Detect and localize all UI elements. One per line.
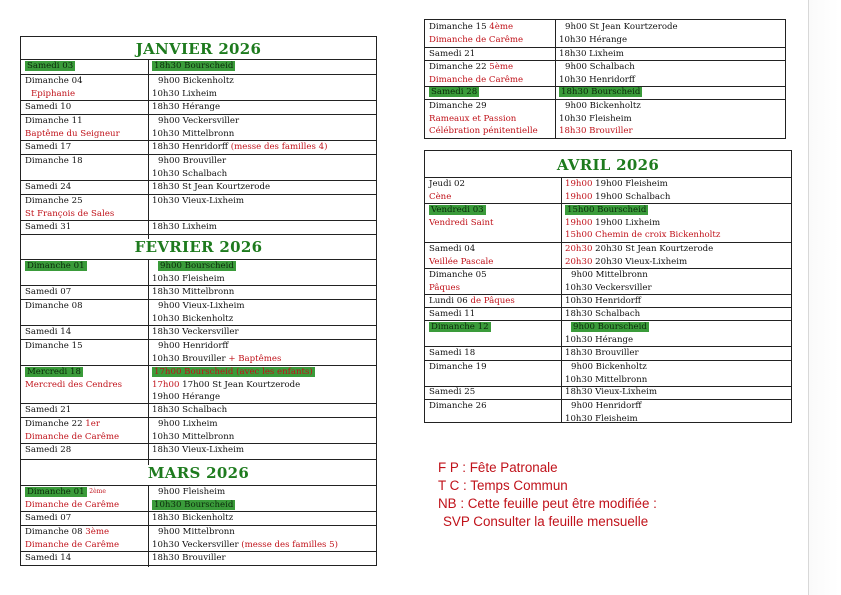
feast-label: Mercredi des Cendres bbox=[25, 379, 123, 390]
feast-label: Rameaux et Passion bbox=[429, 113, 517, 124]
mass-entry: 9h00 Henridorff bbox=[158, 341, 229, 351]
date-label: Dimanche 01 bbox=[27, 487, 85, 497]
feast-label: Pâques bbox=[429, 282, 461, 293]
date-label: Dimanche 19 bbox=[429, 362, 487, 372]
mass-entry: 9h00 Brouviller bbox=[158, 156, 227, 166]
date-suffix: de Pâques bbox=[470, 296, 515, 306]
mass-entry: 10h30 Mittelbronn bbox=[152, 128, 235, 139]
date-label: Lundi 06 bbox=[429, 296, 468, 306]
feast-label: St François de Sales bbox=[25, 208, 115, 219]
mass-entry: 10h30 Bickenholtz bbox=[152, 313, 234, 324]
mass-entry: 18h30 Lixheim bbox=[152, 222, 217, 232]
date-label: Dimanche 26 bbox=[429, 401, 487, 411]
date-label: Samedi 25 bbox=[429, 387, 476, 397]
feast-label: Veillée Pascale bbox=[429, 256, 494, 267]
date-label: Dimanche 05 bbox=[429, 270, 487, 280]
date-label: Vendredi 03 bbox=[431, 205, 484, 215]
mass-entry: 10h30 Henridorff bbox=[565, 296, 641, 306]
mass-entry: 18h30 Vieux-Lixheim bbox=[152, 445, 244, 455]
mass-entry: 9h00 Bickenholtz bbox=[571, 362, 647, 372]
mass-entry: 9h00 Lixheim bbox=[158, 419, 218, 429]
date-label: Samedi 04 bbox=[429, 244, 476, 254]
mass-entry: 9h00 Bourscheid bbox=[573, 322, 647, 332]
note-nb: NB : Cette feuille peut être modifiée : bbox=[438, 496, 657, 511]
date-label: Mercredi 18 bbox=[27, 367, 81, 377]
date-suffix: 3ème bbox=[85, 527, 110, 537]
month-title-janvier: JANVIER 2026 bbox=[135, 40, 262, 58]
mass-entry: 9h00 Vieux-Lixheim bbox=[158, 301, 245, 311]
mass-entry: 9h00 Henridorff bbox=[571, 401, 642, 411]
date-label: Dimanche 08 bbox=[25, 527, 83, 537]
mass-entry: 15h00 Bourscheid bbox=[567, 205, 647, 215]
mass-entry: 15h00 Chemin de croix Bickenholtz bbox=[565, 230, 721, 240]
feast-label: Dimanche de Carême bbox=[25, 539, 120, 550]
date-label: Dimanche 22 bbox=[25, 419, 83, 429]
date-label: Dimanche 25 bbox=[25, 196, 83, 206]
date-suffix: 5ème bbox=[489, 62, 514, 72]
date-label: Dimanche 22 bbox=[429, 62, 487, 72]
date-label: Samedi 28 bbox=[25, 445, 72, 455]
mass-entry: 9h00 Mittelbronn bbox=[158, 527, 235, 537]
mass-entry: 10h30 Schalbach bbox=[152, 168, 228, 179]
mass-entry: 18h30 Brouviller bbox=[565, 348, 639, 358]
feast-label: Cène bbox=[429, 191, 452, 202]
mass-entry: 10h30 Mittelbronn bbox=[565, 374, 648, 385]
schedule-table-mars-continued bbox=[424, 19, 786, 139]
date-label: Dimanche 12 bbox=[431, 322, 489, 332]
feast-label: Dimanche de Carême bbox=[25, 431, 120, 442]
date-label: Samedi 28 bbox=[431, 87, 478, 97]
mass-entry: 18h30 Bourscheid bbox=[561, 87, 641, 97]
mass-entry: 10h30 Henridorff bbox=[559, 74, 635, 85]
mass-entry: 18h30 Mittelbronn bbox=[152, 287, 235, 297]
date-suffix: 1er bbox=[85, 419, 100, 429]
date-label: Samedi 31 bbox=[25, 222, 72, 232]
mass-entry: 10h30 Fleisheim bbox=[152, 273, 225, 284]
mass-entry: 18h30 Henridorff bbox=[152, 142, 228, 152]
note-svp: SVP Consulter la feuille mensuelle bbox=[443, 514, 649, 529]
mass-entry: 9h00 Bickenholtz bbox=[565, 101, 641, 111]
mass-entry: 9h00 Bickenholtz bbox=[158, 76, 234, 86]
mass-entry: 19h00 Schalbach bbox=[595, 191, 671, 202]
feast-label: Dimanche de Carême bbox=[429, 34, 524, 45]
mass-entry: 10h30 Veckersviller bbox=[565, 282, 652, 293]
date-label: Samedi 21 bbox=[429, 49, 476, 59]
date-label: Samedi 03 bbox=[27, 61, 74, 71]
mass-entry: 10h30 Brouviller bbox=[152, 353, 226, 364]
mass-entry: 9h00 Veckersviller bbox=[158, 116, 240, 126]
mass-entry: 10h30 Hérange bbox=[565, 334, 634, 345]
mass-entry: 10h30 Lixheim bbox=[152, 88, 217, 99]
note-temps-commun: T C : Temps Commun bbox=[438, 478, 568, 493]
date-label: Dimanche 18 bbox=[25, 156, 83, 166]
date-label: Dimanche 04 bbox=[25, 76, 83, 86]
feast-label: Dimanche de Carême bbox=[25, 499, 120, 510]
mass-entry: 10h30 Vieux-Lixheim bbox=[152, 196, 244, 206]
page-edge bbox=[808, 0, 839, 595]
mass-entry: 17h00 Bourscheid bbox=[154, 367, 234, 377]
mass-entry: 18h30 Brouviller bbox=[152, 553, 226, 563]
date-label: Samedi 18 bbox=[429, 348, 476, 358]
feast-label: Epiphanie bbox=[31, 88, 76, 99]
mass-entry: 19h00 Hérange bbox=[152, 392, 221, 402]
note-label: (avec les enfants) bbox=[236, 367, 313, 377]
schedule-table-left: JANVIER 2026 Samedi 03 18h30 Bourscheid Dimanche 04 Epiphanie 9h00 Bickenholtz 10h30 Lixheim Samedi 10 18h30 Hérange Dimanche 11 Baptême du Seigneur 9h00 Veckersviller 10h30 Mittelbronn Samedi 17 18h30 Henridorff (messe des familles 4) Dimanche 18 9h00 Brouviller 10h30 Schalbach Samedi 24 18h30 St Jean Kourtzerode Dimanche 25 St François de Sales 10h30 Vieux-Lixheim Samedi 31 18h30 Lixheim FEVRIER 2026 Dimanche 01 9h00 Bourscheid 10h30 Fleisheim Samedi 07 18h30 Mittelbronn Dimanche 08 9h00 Vieux-Lixheim 10h30 Bickenholtz Samedi 14 18h30 Veckersviller Dimanche 15 9h00 Henridorff 10h30 Brouviller + Baptêmes Mercredi 18 Mercredi des Cendres 17h00 Bourscheid (avec les enfants) 17h00 17h00 St Jean Kourtzerode 19h00 Hérange Samedi 21 18h30 Schalbach Dimanche 22 1er Dimanche de Carême 9h00 Lixheim 10h30 Mittelbronn Samedi 28 18h30 Vieux-Lixheim MARS 2026 Dimanche 01 $^{2ème}$ Dimanche de Carême 9h00 Fleisheim 10h30 Bourscheid Samedi 07 18h30 Bickenholtz Dimanche 08 3ème Dimanche de Carême 9h00 Mittelbronn 10h30 Veckersviller (messe des familles 5) Samedi 14 18h30 Brouviller bbox=[20, 36, 377, 566]
date-label: Samedi 21 bbox=[25, 405, 72, 415]
date-label: Dimanche 15 bbox=[429, 22, 487, 32]
feast-label: Baptême du Seigneur bbox=[25, 128, 120, 139]
mass-entry: 9h00 Mittelbronn bbox=[571, 270, 648, 280]
mass-entry: 20h30 St Jean Kourtzerode bbox=[595, 244, 714, 254]
date-label: Samedi 24 bbox=[25, 182, 72, 192]
date-suffix: 2ème bbox=[89, 488, 106, 495]
mass-entry: 9h00 St Jean Kourtzerode bbox=[565, 22, 678, 32]
mass-entry: 18h30 Lixheim bbox=[559, 49, 624, 59]
date-label: Dimanche 08 bbox=[25, 301, 83, 311]
mass-entry: 10h30 Mittelbronn bbox=[152, 431, 235, 442]
feast-label: Célébration pénitentielle bbox=[429, 126, 538, 136]
mass-entry: 18h30 Schalbach bbox=[152, 405, 228, 415]
date-label: Samedi 17 bbox=[25, 142, 72, 152]
date-label: Samedi 07 bbox=[25, 287, 72, 297]
mass-entry: 9h00 Bourscheid bbox=[160, 261, 234, 271]
note-fete-patronale: F P : Fête Patronale bbox=[438, 460, 558, 475]
mass-entry: 19h00 Fleisheim bbox=[595, 179, 668, 189]
date-label: Samedi 07 bbox=[25, 513, 72, 523]
mass-entry: 10h30 Hérange bbox=[559, 34, 628, 45]
note-label: (messe des familles 4) bbox=[230, 142, 328, 152]
date-label: Dimanche 29 bbox=[429, 101, 487, 111]
feast-label: Dimanche de Carême bbox=[429, 74, 524, 85]
date-label: Samedi 11 bbox=[429, 309, 476, 319]
mass-entry: 18h30 Bickenholtz bbox=[152, 513, 234, 523]
mass-entry: 18h30 Schalbach bbox=[565, 309, 641, 319]
month-title-avril: AVRIL 2026 bbox=[556, 156, 660, 174]
mass-entry: 19h00 Lixheim bbox=[595, 217, 661, 228]
mass-entry: 18h30 Brouviller bbox=[559, 126, 633, 136]
mass-entry: 9h00 Schalbach bbox=[565, 62, 635, 72]
date-label: Samedi 14 bbox=[25, 327, 72, 337]
date-label: Dimanche 15 bbox=[25, 341, 83, 351]
mass-entry: 10h30 Veckersviller bbox=[152, 539, 239, 550]
mass-entry: 10h30 Bourscheid bbox=[154, 499, 234, 510]
mass-entry: 10h30 Fleisheim bbox=[559, 113, 632, 124]
mass-entry: 18h30 Bourscheid bbox=[154, 61, 234, 71]
date-suffix: 4ème bbox=[489, 22, 514, 32]
note-label: + Baptêmes bbox=[228, 353, 282, 364]
mass-entry: 18h30 St Jean Kourtzerode bbox=[152, 182, 271, 192]
mass-entry: 20h30 Vieux-Lixheim bbox=[595, 256, 688, 267]
note-label: (messe des familles 5) bbox=[241, 539, 338, 550]
month-title-fevrier: FEVRIER 2026 bbox=[134, 238, 263, 256]
date-label: Dimanche 01 bbox=[27, 261, 85, 271]
date-label: Samedi 10 bbox=[25, 102, 72, 112]
feast-label: Vendredi Saint bbox=[429, 217, 494, 228]
mass-entry: 17h00 St Jean Kourtzerode bbox=[182, 379, 301, 390]
schedule-table-avril: AVRIL 2026 Jeudi 02 Cène 19h00 19h00 Fleisheim 19h00 19h00 Schalbach Vendredi 03 Vendredi Saint 15h00 Bourscheid 19h00 19h00 Lixheim 15h00 Chemin de croix Bickenholtz Samedi 04 Veillée Pascale 20h30 20h30 St Jean Kourtzerode 20h30 20h30 Vieux-Lixheim Dimanche 05 Pâques 9h00 Mittelbronn 10h30 Veckersviller Lundi 06 de Pâques 10h30 Henridorff Samedi 11 18h30 Schalbach Dimanche 12 9h00 Bourscheid 10h30 Hérange Samedi 18 18h30 Brouviller Dimanche 19 9h00 Bickenholtz 10h30 Mittelbronn Samedi 25 18h30 Vieux-Lixheim Dimanche 26 9h00 Henridorff 10h30 Fleisheim bbox=[424, 150, 792, 423]
date-label: Samedi 14 bbox=[25, 553, 72, 563]
mass-entry: 9h00 Fleisheim bbox=[158, 487, 226, 497]
mass-entry: 18h30 Veckersviller bbox=[152, 327, 239, 337]
mass-entry: 10h30 Fleisheim bbox=[565, 413, 638, 424]
mass-entry: 18h30 Vieux-Lixheim bbox=[565, 387, 657, 397]
date-label: Dimanche 11 bbox=[25, 116, 83, 126]
month-title-mars: MARS 2026 bbox=[147, 464, 250, 482]
date-label: Jeudi 02 bbox=[429, 179, 465, 189]
mass-entry: 18h30 Hérange bbox=[152, 102, 221, 112]
